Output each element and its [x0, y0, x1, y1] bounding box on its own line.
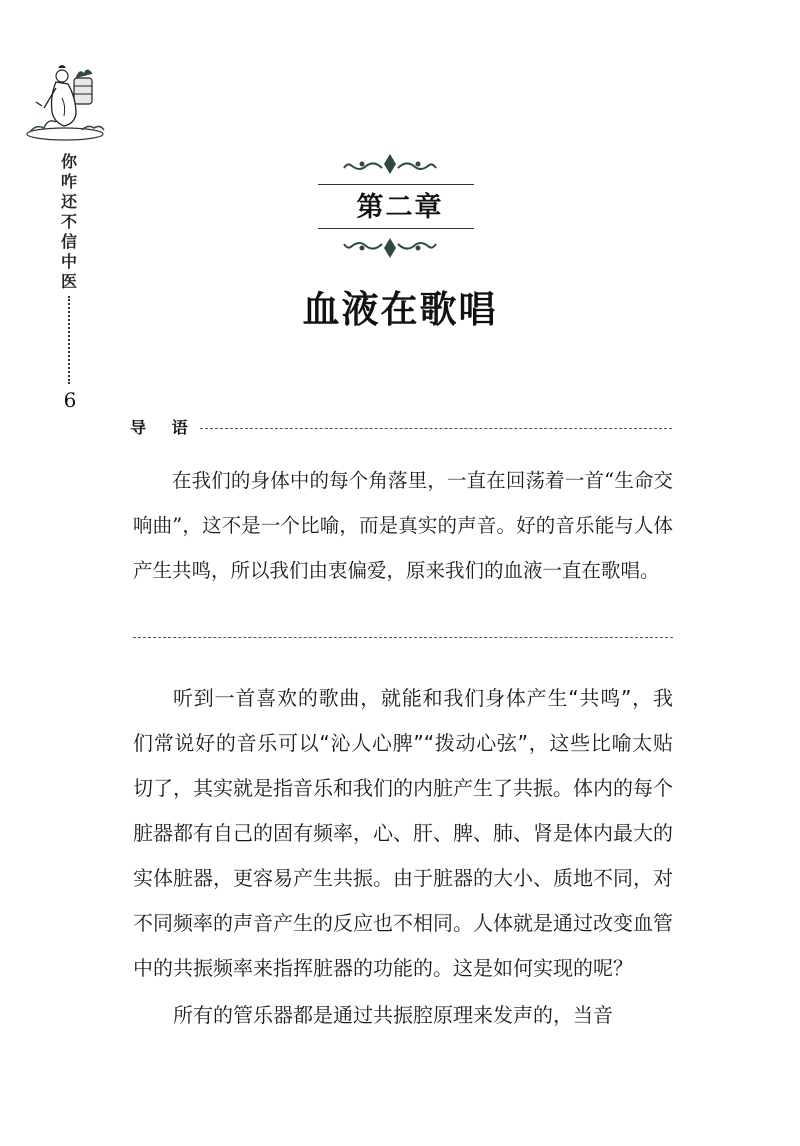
sidebar-dotted-rule [68, 296, 70, 384]
book-title-text: 你 咋 还 不 信 中 医 [60, 152, 77, 291]
ornament-top-icon [340, 152, 440, 182]
chapter-number: 第二章 [356, 192, 444, 223]
chapter-rule-top [318, 184, 474, 185]
intro-dashed-rule-bottom [133, 637, 673, 638]
body-paragraph: 所有的管乐器都是通过共振腔原理来发声的，当音 [173, 1003, 613, 1027]
chapter-title: 血液在歌唱 [302, 288, 498, 331]
scholar-illustration-icon [22, 58, 108, 144]
book-title-vertical [58, 152, 80, 292]
body-paragraph: 听到一首喜欢的歌曲，就能和我们身体产生“共鸣”，我们常说好的音乐可以“沁人心脾”“拨动心弦”，这些比喻太贴切了，其实就是指音乐和我们的内脏产生了共振。体内的每个脏器都有自己的固有频率，心、肝、脾、肺、肾是体内最大的实体脏器，更容易产生共振。由于脏器的大小、质地不同，对不同频率的声音产生的反应也不相同。人体就是通过改变血管中的共振频率来指挥脏器的功能的。这是如何实现的呢？ [133, 686, 673, 980]
ornament-bottom-icon [340, 230, 440, 260]
intro-label: 导 语 [130, 418, 198, 437]
chapter-rule-bottom [318, 228, 474, 229]
body-text [133, 676, 673, 1038]
page-number: 6 [63, 388, 77, 412]
intro-paragraph: 在我们的身体中的每个角落里，一直在回荡着一首“生命交响曲”，这不是一个比喻，而是真实的声音。好的音乐能与人体产生共鸣，所以我们由衷偏爱，原来我们的血液一直在歌唱。 [133, 469, 673, 582]
intro-dashed-rule-top [200, 428, 672, 429]
